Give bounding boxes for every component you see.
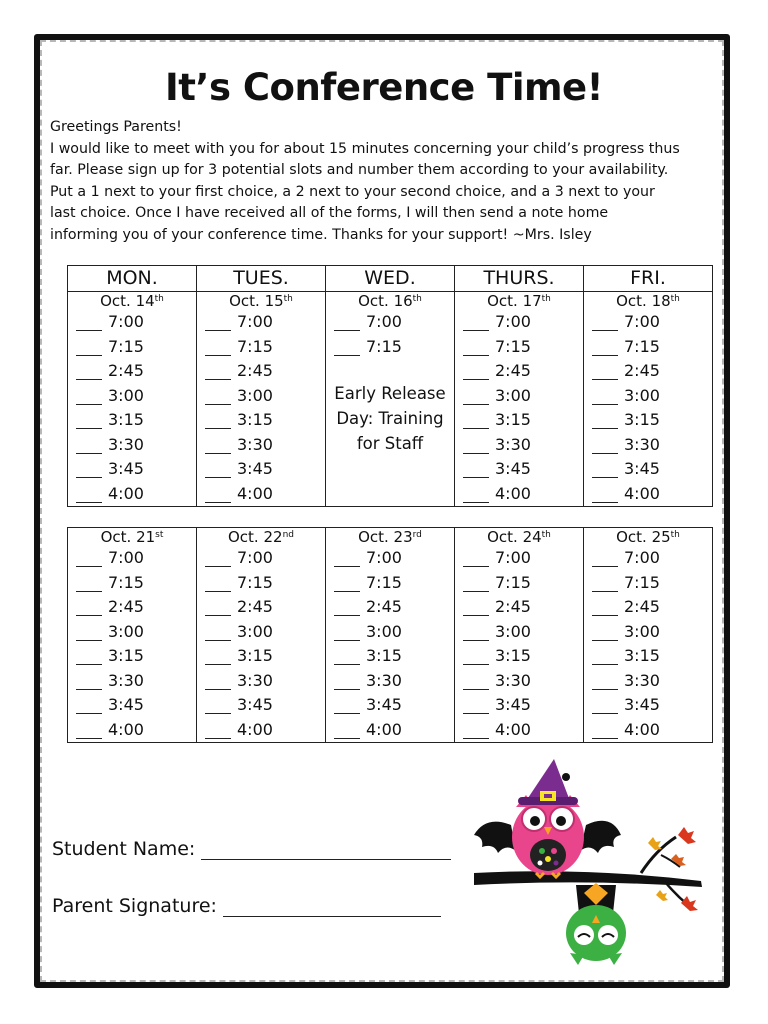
bat-wing-left xyxy=(474,822,516,853)
slot-choice-blank[interactable] xyxy=(592,486,618,503)
slot-choice-blank[interactable] xyxy=(463,722,489,739)
student-name-label: Student Name: xyxy=(52,838,196,860)
day-header: MON. xyxy=(68,266,197,292)
time-slot xyxy=(68,595,196,620)
time-slot xyxy=(584,359,712,384)
slot-choice-blank[interactable] xyxy=(334,722,360,739)
slot-time: 7:00 xyxy=(366,312,402,331)
slot-time: 3:15 xyxy=(495,410,531,429)
time-slot xyxy=(326,310,454,335)
time-slot xyxy=(197,482,325,507)
slot-time: 3:15 xyxy=(624,410,660,429)
slot-time: 3:00 xyxy=(495,385,531,405)
slot-choice-blank[interactable] xyxy=(463,575,489,592)
page-title: It’s Conference Time! xyxy=(164,66,604,109)
slot-time: 7:15 xyxy=(237,572,273,592)
slot-time: 3:30 xyxy=(624,670,660,690)
slot-choice-blank[interactable] xyxy=(334,624,360,641)
slot-time: 3:45 xyxy=(366,695,402,714)
slot-choice-blank[interactable] xyxy=(76,461,102,478)
date-label: Oct. 22nd xyxy=(228,528,294,546)
time-slot xyxy=(455,384,583,409)
slot-time: 3:15 xyxy=(108,646,144,665)
slot-time: 7:15 xyxy=(108,572,144,592)
slot-choice-blank[interactable] xyxy=(592,575,618,592)
slot-choice-blank[interactable] xyxy=(205,388,231,405)
witch-hat-icon xyxy=(518,759,578,805)
slot-time: 3:45 xyxy=(624,459,660,478)
slot-choice-blank[interactable] xyxy=(205,722,231,739)
time-slot xyxy=(326,718,454,743)
time-slot xyxy=(584,384,712,409)
slot-time: 3:00 xyxy=(495,621,531,641)
time-slot xyxy=(584,335,712,360)
slot-time: 3:00 xyxy=(108,385,144,405)
time-slot xyxy=(584,457,712,482)
slot-choice-blank[interactable] xyxy=(334,550,360,567)
slot-time: 4:00 xyxy=(237,719,273,739)
time-slot xyxy=(455,335,583,360)
time-slot xyxy=(455,433,583,458)
day-header: THURS. xyxy=(455,266,584,292)
slot-choice-blank[interactable] xyxy=(76,599,102,616)
time-slot xyxy=(584,408,712,433)
slot-choice-blank[interactable] xyxy=(205,648,231,665)
slot-time: 3:45 xyxy=(624,695,660,714)
slot-time: 2:45 xyxy=(237,361,273,380)
slot-choice-blank[interactable] xyxy=(205,575,231,592)
slot-choice-blank[interactable] xyxy=(205,412,231,429)
slot-choice-blank[interactable] xyxy=(592,339,618,356)
slot-choice-blank[interactable] xyxy=(463,697,489,714)
day-header: WED. xyxy=(326,266,455,292)
slot-choice-blank[interactable] xyxy=(592,648,618,665)
slot-time: 3:00 xyxy=(624,385,660,405)
day-header: FRI. xyxy=(584,266,713,292)
slot-choice-blank[interactable] xyxy=(334,314,360,331)
time-slot xyxy=(455,571,583,596)
time-slot xyxy=(197,408,325,433)
day-column xyxy=(197,292,326,507)
slot-choice-blank[interactable] xyxy=(205,314,231,331)
slot-choice-blank[interactable] xyxy=(592,624,618,641)
slot-time: 4:00 xyxy=(237,483,273,503)
time-slot xyxy=(68,433,196,458)
time-slot xyxy=(584,693,712,718)
slot-time: 7:00 xyxy=(108,548,144,567)
slot-time: 3:45 xyxy=(237,695,273,714)
slot-choice-blank[interactable] xyxy=(334,599,360,616)
date-label: Oct. 21st xyxy=(100,528,164,546)
day-column xyxy=(326,528,455,743)
slot-choice-blank[interactable] xyxy=(205,697,231,714)
intro-line: far. Please sign up for 3 potential slots and number them according to your availability. xyxy=(50,162,669,178)
slot-time: 3:15 xyxy=(366,646,402,665)
slot-time: 3:30 xyxy=(237,434,273,454)
intro-line: informing you of your conference time. Thanks for your support! ~Mrs. Isley xyxy=(50,226,592,243)
time-slot xyxy=(584,644,712,669)
slot-choice-blank[interactable] xyxy=(592,388,618,405)
slot-choice-blank[interactable] xyxy=(205,339,231,356)
slot-choice-blank[interactable] xyxy=(76,486,102,503)
slot-time: 4:00 xyxy=(366,719,402,739)
slot-choice-blank[interactable] xyxy=(76,412,102,429)
student-name-field[interactable] xyxy=(201,839,451,860)
slot-choice-blank[interactable] xyxy=(463,412,489,429)
early-release-note xyxy=(326,381,454,456)
slot-choice-blank[interactable] xyxy=(592,550,618,567)
slot-time: 7:00 xyxy=(237,312,273,331)
date-label: Oct. 18th xyxy=(616,292,680,310)
slot-choice-blank[interactable] xyxy=(463,339,489,356)
slot-choice-blank[interactable] xyxy=(76,624,102,641)
slot-time: 4:00 xyxy=(495,719,531,739)
time-slot xyxy=(68,571,196,596)
slot-time: 7:15 xyxy=(108,336,144,356)
time-slot xyxy=(455,693,583,718)
slot-time: 2:45 xyxy=(237,597,273,616)
time-slot xyxy=(584,620,712,645)
slot-choice-blank[interactable] xyxy=(76,673,102,690)
time-slot xyxy=(197,620,325,645)
slot-time: 2:45 xyxy=(495,361,531,380)
slot-time: 3:30 xyxy=(495,434,531,454)
slot-time: 3:00 xyxy=(237,385,273,405)
slot-time: 7:00 xyxy=(495,548,531,567)
time-slot xyxy=(455,408,583,433)
slot-time: 2:45 xyxy=(108,361,144,380)
slot-time: 3:15 xyxy=(624,646,660,665)
time-slot xyxy=(197,718,325,743)
time-slot xyxy=(197,457,325,482)
time-slot xyxy=(68,669,196,694)
slot-time: 3:30 xyxy=(108,670,144,690)
slot-choice-blank[interactable] xyxy=(205,486,231,503)
slot-time: 4:00 xyxy=(624,483,660,503)
slot-choice-blank[interactable] xyxy=(463,648,489,665)
time-slot xyxy=(455,546,583,571)
slot-time: 3:30 xyxy=(108,434,144,454)
day-column xyxy=(68,292,197,507)
halloween-owls-illustration xyxy=(466,755,716,975)
parent-signature-label: Parent Signature: xyxy=(52,895,217,917)
slot-choice-blank[interactable] xyxy=(463,314,489,331)
time-slot xyxy=(197,644,325,669)
slot-time: 2:45 xyxy=(624,597,660,616)
time-slot xyxy=(68,546,196,571)
date-label: Oct. 23rd xyxy=(358,528,422,546)
parent-signature-field[interactable] xyxy=(223,896,441,917)
time-slot xyxy=(68,310,196,335)
slot-time: 3:00 xyxy=(624,621,660,641)
intro-letter xyxy=(50,117,720,246)
time-slot xyxy=(68,384,196,409)
time-slot xyxy=(197,433,325,458)
time-slot xyxy=(455,359,583,384)
slot-time: 7:15 xyxy=(366,336,402,356)
slot-choice-blank[interactable] xyxy=(334,673,360,690)
slot-time: 3:30 xyxy=(237,670,273,690)
slot-choice-blank[interactable] xyxy=(76,363,102,380)
time-slot xyxy=(68,359,196,384)
time-slot xyxy=(326,693,454,718)
week2-schedule-table xyxy=(67,527,713,743)
slot-choice-blank[interactable] xyxy=(592,437,618,454)
date-label: Oct. 24th xyxy=(487,528,551,546)
day-column xyxy=(455,528,584,743)
time-slot xyxy=(197,595,325,620)
early-release-line: Day: Training xyxy=(336,409,444,428)
time-slot xyxy=(584,571,712,596)
slot-time: 2:45 xyxy=(624,361,660,380)
slot-time: 7:15 xyxy=(495,336,531,356)
slot-choice-blank[interactable] xyxy=(76,314,102,331)
slot-choice-blank[interactable] xyxy=(463,486,489,503)
slot-time: 3:45 xyxy=(108,459,144,478)
time-slot xyxy=(197,384,325,409)
parent-signature-row xyxy=(52,895,441,917)
slot-time: 4:00 xyxy=(108,719,144,739)
slot-time: 7:15 xyxy=(624,572,660,592)
slot-choice-blank[interactable] xyxy=(463,673,489,690)
time-slot xyxy=(326,335,454,360)
time-slot xyxy=(326,620,454,645)
time-slot xyxy=(455,718,583,743)
time-slot xyxy=(197,335,325,360)
slot-time: 2:45 xyxy=(108,597,144,616)
slot-time: 7:15 xyxy=(624,336,660,356)
date-label: Oct. 15th xyxy=(229,292,293,310)
intro-line: Greetings Parents! xyxy=(50,119,182,135)
slot-choice-blank[interactable] xyxy=(334,697,360,714)
slot-choice-blank[interactable] xyxy=(205,363,231,380)
time-slot xyxy=(326,669,454,694)
slot-choice-blank[interactable] xyxy=(205,550,231,567)
slot-time: 4:00 xyxy=(108,483,144,503)
day-column xyxy=(584,528,713,743)
week1-schedule-table xyxy=(67,265,713,507)
slot-choice-blank[interactable] xyxy=(334,575,360,592)
slot-time: 7:00 xyxy=(366,548,402,567)
time-slot xyxy=(197,693,325,718)
early-release-line: for Staff xyxy=(356,434,424,453)
slot-choice-blank[interactable] xyxy=(463,388,489,405)
slot-time: 7:00 xyxy=(237,548,273,567)
day-column xyxy=(197,528,326,743)
slot-choice-blank[interactable] xyxy=(592,673,618,690)
slot-time: 3:15 xyxy=(495,646,531,665)
slot-time: 3:45 xyxy=(495,695,531,714)
slot-time: 3:30 xyxy=(495,670,531,690)
slot-choice-blank[interactable] xyxy=(76,437,102,454)
time-slot xyxy=(68,408,196,433)
slot-choice-blank[interactable] xyxy=(205,461,231,478)
student-name-row xyxy=(52,838,451,860)
slot-time: 3:00 xyxy=(108,621,144,641)
slot-choice-blank[interactable] xyxy=(592,697,618,714)
slot-choice-blank[interactable] xyxy=(76,339,102,356)
time-slot xyxy=(68,644,196,669)
time-slot xyxy=(455,644,583,669)
time-slot xyxy=(326,644,454,669)
time-slot xyxy=(455,669,583,694)
slot-choice-blank[interactable] xyxy=(334,648,360,665)
day-column xyxy=(584,292,713,507)
intro-line: I would like to meet with you for about 15 minutes concerning your child’s progress thus xyxy=(50,140,680,157)
time-slot xyxy=(455,620,583,645)
slot-time: 4:00 xyxy=(495,483,531,503)
day-column xyxy=(326,292,455,507)
slot-choice-blank[interactable] xyxy=(205,624,231,641)
time-slot xyxy=(197,669,325,694)
bat-wing-right xyxy=(580,821,621,853)
date-label: Oct. 25th xyxy=(616,528,680,546)
slot-choice-blank[interactable] xyxy=(463,363,489,380)
slot-time: 7:15 xyxy=(237,336,273,356)
early-release-line: Early Release xyxy=(334,384,446,403)
slot-time: 3:30 xyxy=(366,670,402,690)
time-slot xyxy=(68,335,196,360)
time-slot xyxy=(68,718,196,743)
time-slot xyxy=(584,482,712,507)
time-slot xyxy=(326,571,454,596)
slot-choice-blank[interactable] xyxy=(76,388,102,405)
time-slot xyxy=(197,310,325,335)
date-label: Oct. 14th xyxy=(100,292,164,310)
slot-choice-blank[interactable] xyxy=(592,412,618,429)
slot-choice-blank[interactable] xyxy=(592,314,618,331)
time-slot xyxy=(197,546,325,571)
slot-time: 7:15 xyxy=(495,572,531,592)
time-slot xyxy=(68,482,196,507)
date-label: Oct. 16th xyxy=(358,292,422,310)
slot-choice-blank[interactable] xyxy=(76,722,102,739)
slot-time: 7:15 xyxy=(366,572,402,592)
time-slot xyxy=(68,620,196,645)
green-owl-hanging xyxy=(566,883,626,965)
slot-time: 2:45 xyxy=(495,597,531,616)
time-slot xyxy=(584,310,712,335)
slot-time: 3:45 xyxy=(108,695,144,714)
time-slot xyxy=(584,718,712,743)
slot-time: 7:00 xyxy=(624,548,660,567)
slot-choice-blank[interactable] xyxy=(592,363,618,380)
slot-time: 3:45 xyxy=(237,459,273,478)
slot-choice-blank[interactable] xyxy=(463,461,489,478)
time-slot xyxy=(584,433,712,458)
slot-choice-blank[interactable] xyxy=(205,673,231,690)
slot-time: 2:45 xyxy=(366,597,402,616)
slot-choice-blank[interactable] xyxy=(205,599,231,616)
slot-choice-blank[interactable] xyxy=(592,722,618,739)
slot-choice-blank[interactable] xyxy=(76,575,102,592)
slot-time: 4:00 xyxy=(624,719,660,739)
slot-choice-blank[interactable] xyxy=(205,437,231,454)
time-slot xyxy=(326,546,454,571)
time-slot xyxy=(584,669,712,694)
slot-time: 7:00 xyxy=(624,312,660,331)
time-slot xyxy=(197,359,325,384)
slot-choice-blank[interactable] xyxy=(592,461,618,478)
intro-line: Put a 1 next to your first choice, a 2 next to your second choice, and a 3 next to your xyxy=(50,183,655,200)
intro-line: last choice. Once I have received all of the forms, I will then send a note home xyxy=(50,205,609,221)
slot-time: 3:00 xyxy=(237,621,273,641)
slot-choice-blank[interactable] xyxy=(76,648,102,665)
time-slot xyxy=(455,457,583,482)
pink-witch-owl xyxy=(512,795,584,877)
slot-choice-blank[interactable] xyxy=(592,599,618,616)
slot-time: 3:00 xyxy=(366,621,402,641)
slot-time: 3:15 xyxy=(108,410,144,429)
time-slot xyxy=(584,546,712,571)
slot-choice-blank[interactable] xyxy=(76,550,102,567)
slot-time: 7:00 xyxy=(108,312,144,331)
day-column xyxy=(455,292,584,507)
slot-choice-blank[interactable] xyxy=(334,339,360,356)
time-slot xyxy=(455,310,583,335)
slot-time: 3:15 xyxy=(237,646,273,665)
slot-time: 7:00 xyxy=(495,312,531,331)
slot-time: 3:30 xyxy=(624,434,660,454)
slot-choice-blank[interactable] xyxy=(463,550,489,567)
time-slot xyxy=(326,595,454,620)
time-slot xyxy=(68,693,196,718)
time-slot xyxy=(68,457,196,482)
day-column xyxy=(68,528,197,743)
time-slot xyxy=(584,595,712,620)
slot-choice-blank[interactable] xyxy=(76,697,102,714)
time-slot xyxy=(455,595,583,620)
date-label: Oct. 17th xyxy=(487,292,551,310)
day-header: TUES. xyxy=(197,266,326,292)
slot-time: 3:45 xyxy=(495,459,531,478)
slot-time: 3:15 xyxy=(237,410,273,429)
slot-choice-blank[interactable] xyxy=(463,599,489,616)
time-slot xyxy=(455,482,583,507)
slot-choice-blank[interactable] xyxy=(463,437,489,454)
slot-choice-blank[interactable] xyxy=(463,624,489,641)
time-slot xyxy=(197,571,325,596)
